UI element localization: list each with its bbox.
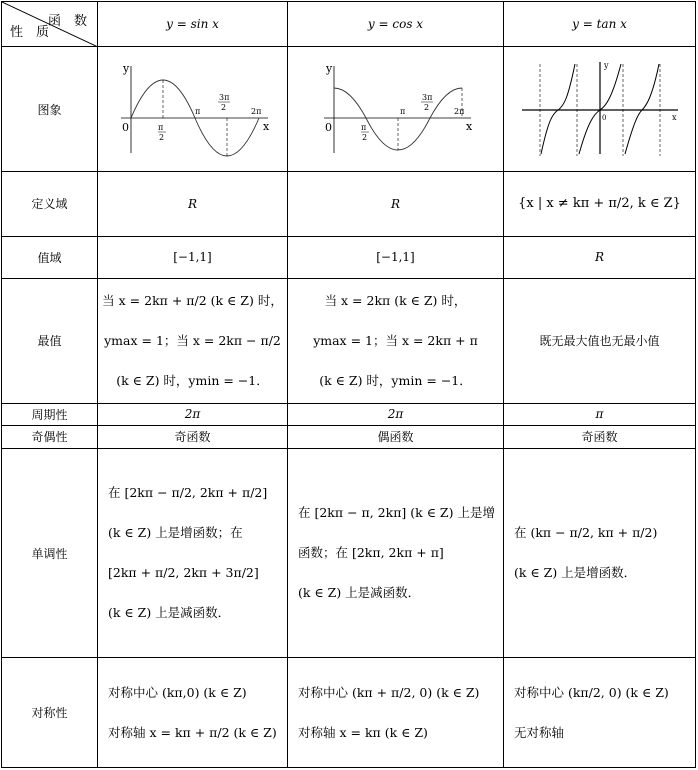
sin-origin-label: 0 xyxy=(121,120,129,134)
cos-graph xyxy=(316,58,476,158)
symmetry-sin-line-1: 对称中心 (kπ,0) (k ∈ Z) xyxy=(108,684,247,700)
row-label-monotonic: 单调性 xyxy=(2,448,98,657)
monotonic-sin xyxy=(98,448,288,657)
graph-row xyxy=(2,47,696,172)
monotonic-cos-line-3: (k ∈ Z) 上是减函数． xyxy=(298,585,421,601)
tan-y-label: y xyxy=(603,60,609,70)
trig-properties-table xyxy=(1,1,696,768)
tan-branch-right xyxy=(625,64,659,154)
extreme-cos xyxy=(288,278,504,403)
sin-tick-3pi-half-num: 3π xyxy=(218,92,229,102)
corner-bottom-label: 性 质 xyxy=(10,25,50,41)
symmetry-sin-line-2: 对称轴 x = kπ + π/2 (k ∈ Z) xyxy=(108,724,277,740)
symmetry-cos-line-2: 对称轴 x = kπ (k ∈ Z) xyxy=(298,724,428,740)
period-sin: 2π xyxy=(98,403,288,425)
tan-graph-cell xyxy=(504,47,696,172)
header-row xyxy=(2,2,696,47)
cos-tick-pi: π xyxy=(399,106,405,116)
range-tan: R xyxy=(504,236,696,278)
row-label-extreme: 最值 xyxy=(2,278,98,403)
symmetry-tan xyxy=(504,658,696,768)
cos-y-label: y xyxy=(325,61,332,75)
domain-tan: {x | x ≠ kπ + π/2, k ∈ Z} xyxy=(504,172,696,236)
row-label-symmetry: 对称性 xyxy=(2,658,98,768)
row-label-period: 周期性 xyxy=(2,403,98,425)
parity-row xyxy=(2,425,696,448)
symmetry-tan-line-1: 对称中心 (kπ/2, 0) (k ∈ Z) xyxy=(514,684,669,700)
extreme-sin-line-3: (k ∈ Z) 时，ymin = −1． xyxy=(116,372,269,388)
tan-x-label: x xyxy=(671,112,677,122)
corner-top-label: 函 数 xyxy=(47,14,87,29)
cos-tick-3pi-half-den: 2 xyxy=(423,102,429,112)
header-cos: y = cos x xyxy=(288,2,504,47)
extreme-sin-line-1: 当 x = 2kπ + π/2 (k ∈ Z) 时， xyxy=(102,292,283,308)
tan-branch-left xyxy=(541,64,575,154)
domain-cos: R xyxy=(288,172,504,236)
row-label-parity: 奇偶性 xyxy=(2,425,98,448)
sin-graph xyxy=(113,58,273,158)
range-sin: [−1,1] xyxy=(98,236,288,278)
monotonic-tan-line-1: 在 (kπ − π/2, kπ + π/2) xyxy=(514,525,658,541)
extreme-row xyxy=(2,278,696,403)
extreme-sin-line-2: ymax = 1；当 x = 2kπ − π/2 xyxy=(104,332,281,348)
monotonic-sin-line-3: [2kπ + π/2, 2kπ + 3π/2] xyxy=(108,565,259,581)
row-label-range: 值域 xyxy=(2,236,98,278)
extreme-tan: 既无最大值也无最小值 xyxy=(504,278,696,403)
sin-x-label: x xyxy=(262,119,269,133)
monotonic-cos xyxy=(288,448,504,657)
symmetry-sin xyxy=(98,658,288,768)
sin-graph-cell xyxy=(98,47,288,172)
cos-tick-2pi: 2π xyxy=(453,106,464,116)
tan-graph xyxy=(520,58,680,158)
period-row xyxy=(2,403,696,425)
symmetry-cos-line-1: 对称中心 (kπ + π/2, 0) (k ∈ Z) xyxy=(298,684,480,700)
parity-sin: 奇函数 xyxy=(98,425,288,448)
corner-cell xyxy=(2,2,98,47)
row-label-graph: 图象 xyxy=(2,47,98,172)
period-cos: 2π xyxy=(288,403,504,425)
row-label-domain: 定义域 xyxy=(2,172,98,236)
monotonic-tan-line-2: (k ∈ Z) 上是增函数． xyxy=(514,565,637,581)
tan-origin-label: 0 xyxy=(601,113,606,122)
monotonic-cos-line-1: 在 [2kπ − π, 2kπ] (k ∈ Z) 上是增 xyxy=(298,505,495,521)
monotonic-cos-line-2: 函数；在 [2kπ, 2kπ + π] xyxy=(298,545,444,561)
sin-tick-pi: π xyxy=(194,106,200,116)
range-row xyxy=(2,236,696,278)
sin-y-label: y xyxy=(122,61,129,75)
cos-tick-pi-half-den: 2 xyxy=(361,132,367,142)
monotonic-sin-line-4: (k ∈ Z) 上是减函数． xyxy=(108,605,231,621)
monotonic-sin-line-1: 在 [2kπ − π/2, 2kπ + π/2] xyxy=(108,485,268,501)
parity-tan: 奇函数 xyxy=(504,425,696,448)
cos-x-label: x xyxy=(465,119,472,133)
sin-tick-pi-half-den: 2 xyxy=(158,132,164,142)
extreme-sin xyxy=(98,278,288,403)
range-cos: [−1,1] xyxy=(288,236,504,278)
symmetry-cos xyxy=(288,658,504,768)
cos-origin-label: 0 xyxy=(324,120,332,134)
sin-tick-2pi: 2π xyxy=(250,106,261,116)
symmetry-row xyxy=(2,658,696,768)
symmetry-tan-line-2: 无对称轴 xyxy=(514,724,565,740)
sin-tick-pi-half-num: π xyxy=(157,122,163,132)
extreme-cos-line-2: ymax = 1；当 x = 2kπ + π xyxy=(313,332,478,348)
cos-graph-cell xyxy=(288,47,504,172)
cos-tick-3pi-half-num: 3π xyxy=(421,92,432,102)
domain-sin: R xyxy=(98,172,288,236)
domain-row xyxy=(2,172,696,236)
monotonic-tan xyxy=(504,448,696,657)
monotonic-sin-line-2: (k ∈ Z) 上是增函数；在 xyxy=(108,525,243,541)
extreme-cos-line-3: (k ∈ Z) 时，ymin = −1． xyxy=(319,372,472,388)
parity-cos: 偶函数 xyxy=(288,425,504,448)
extreme-cos-line-1: 当 x = 2kπ (k ∈ Z) 时， xyxy=(324,292,467,308)
header-tan: y = tan x xyxy=(504,2,696,47)
header-sin: y = sin x xyxy=(98,2,288,47)
cos-tick-pi-half-num: π xyxy=(360,122,366,132)
sin-tick-3pi-half-den: 2 xyxy=(220,102,226,112)
period-tan: π xyxy=(504,403,696,425)
monotonic-row xyxy=(2,448,696,657)
